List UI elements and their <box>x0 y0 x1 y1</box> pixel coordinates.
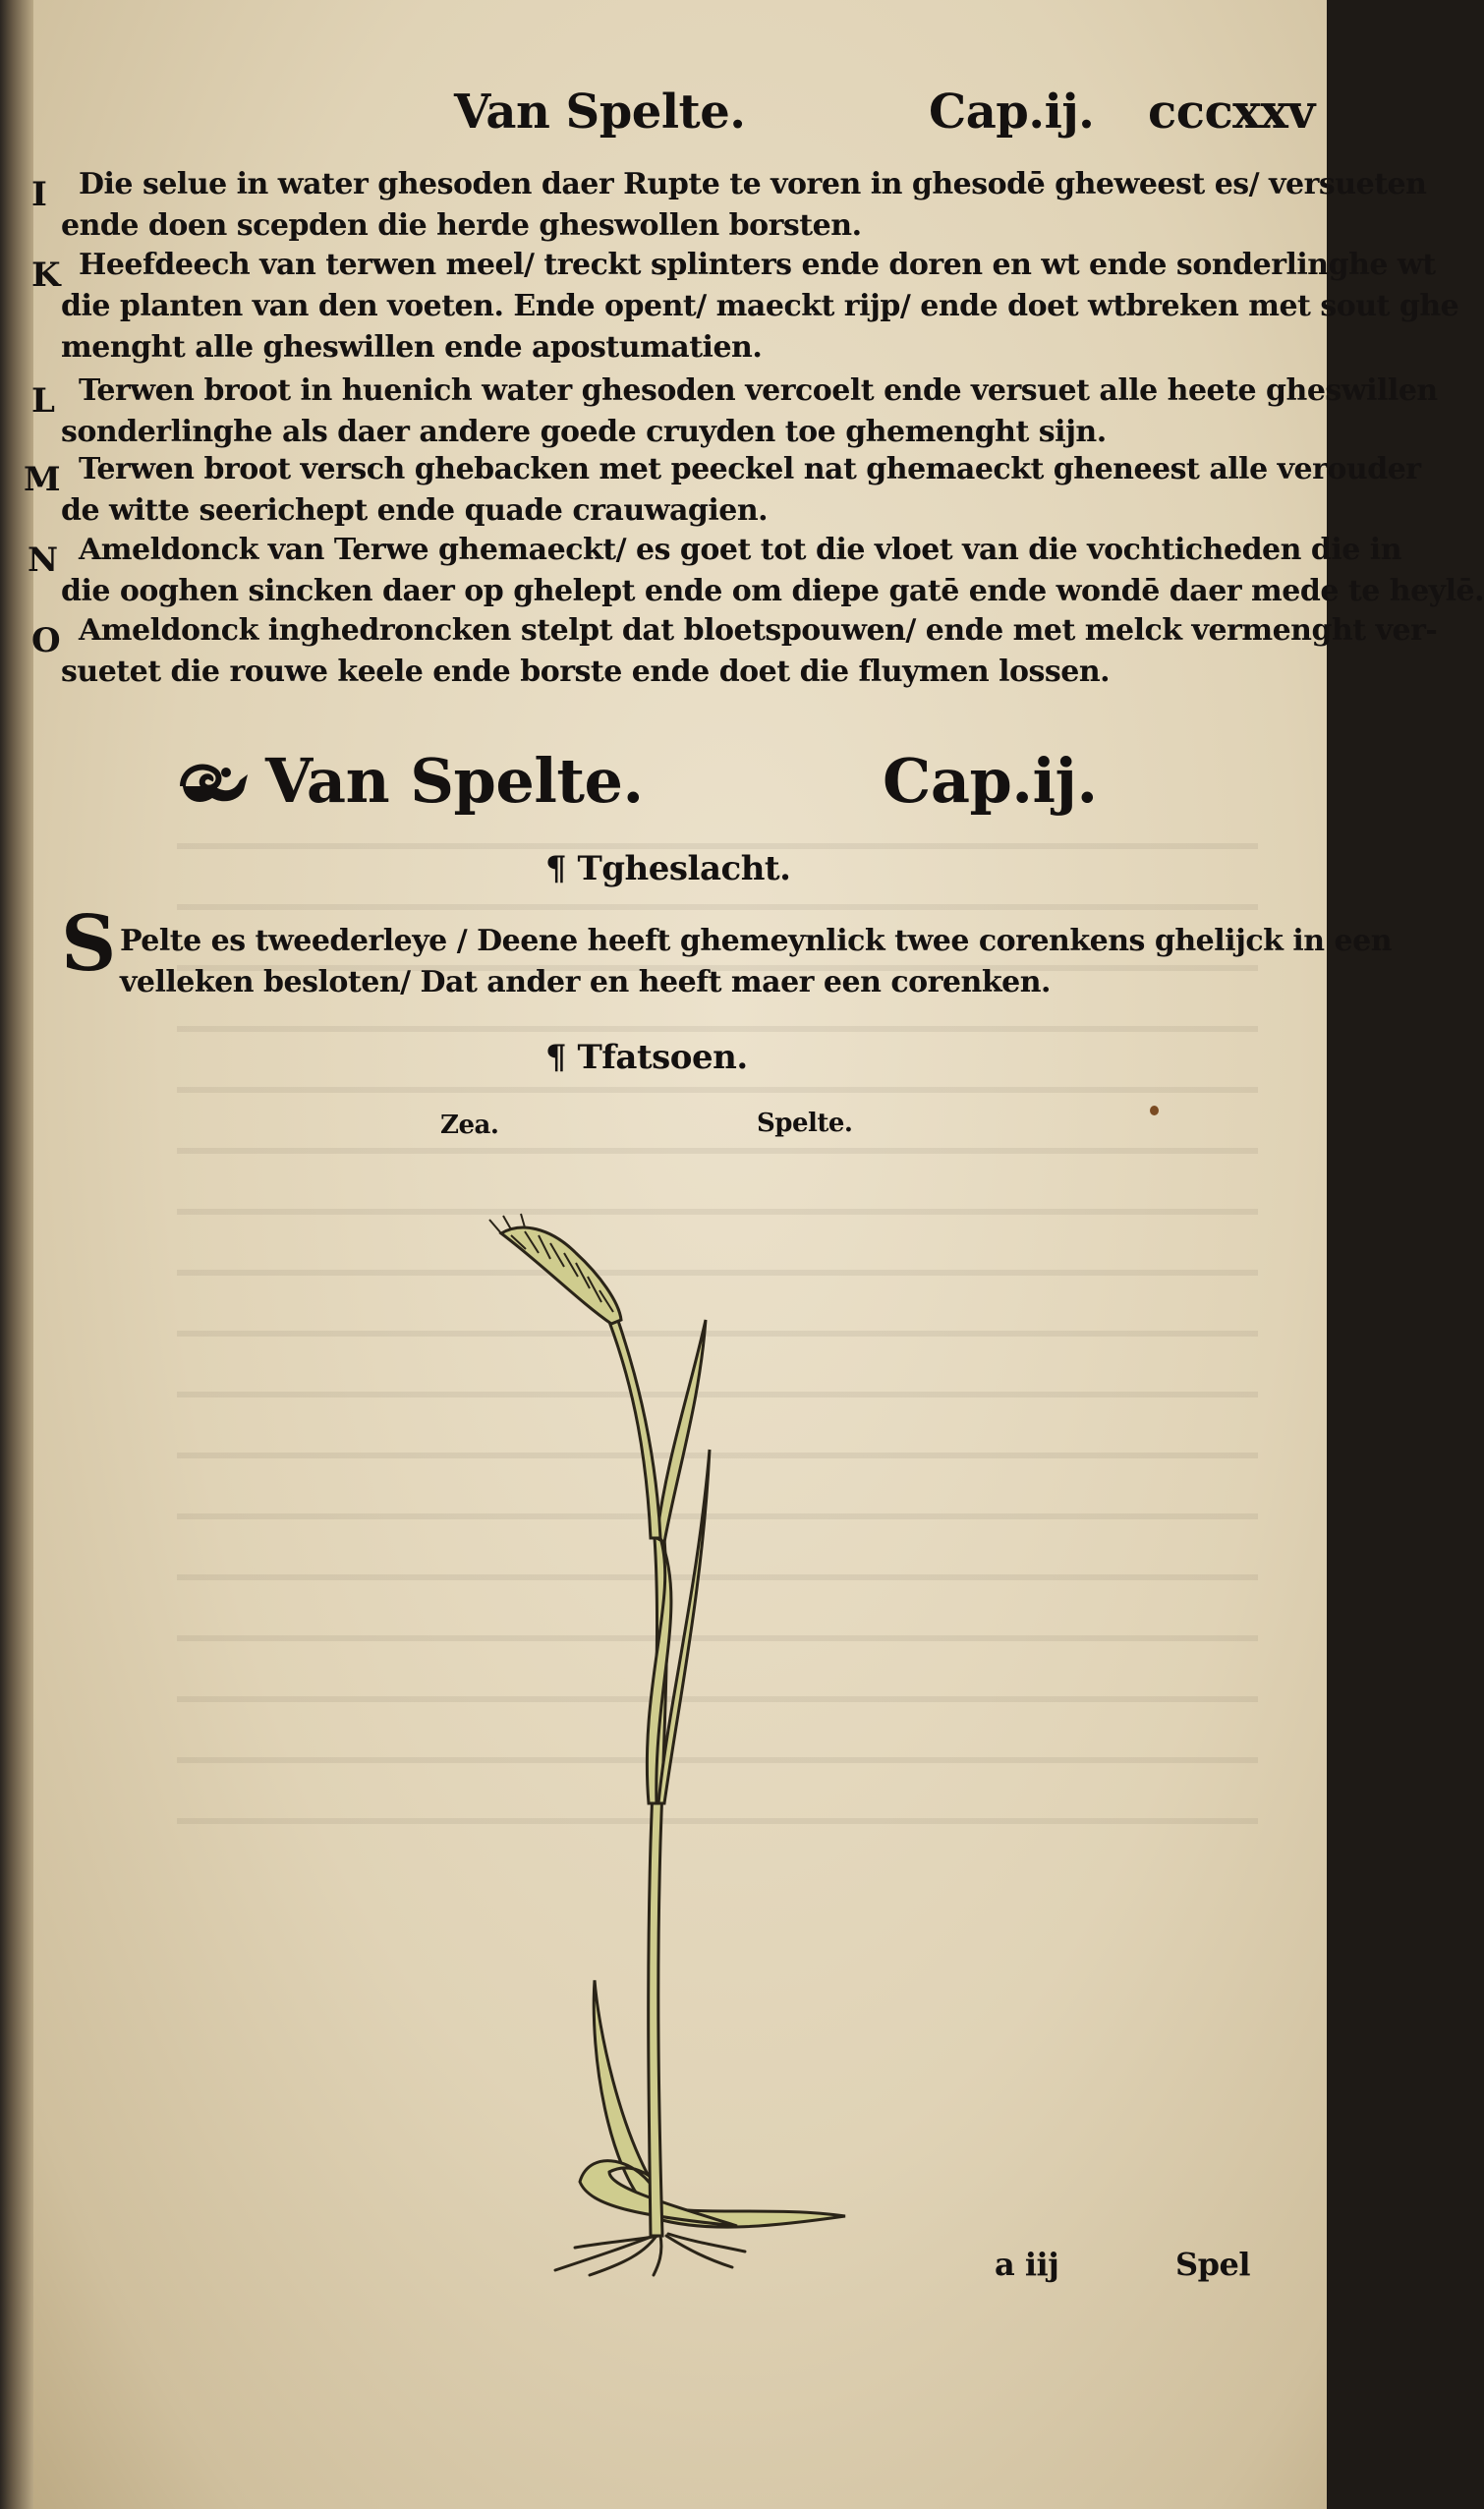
subheading-text: Tgheslacht. <box>577 849 791 888</box>
paper-spot <box>1150 1106 1159 1115</box>
drop-cap-initial: S <box>61 899 116 989</box>
binding-gutter <box>0 0 33 2509</box>
paragraph-marker: O <box>31 621 61 660</box>
section-body-line: Pelte es tweederleye / Deene heeft ghemeynlick twee corenkens ghelijck in een <box>120 924 1393 958</box>
paragraph-line: die planten van den voeten. Ende opent/ maeckt rijp/ ende doet wtbreken met sout ghe <box>61 289 1459 323</box>
paragraph-marker: M <box>24 460 61 499</box>
subheading-text: Tfatsoen. <box>577 1038 748 1077</box>
pilcrow-icon: ¶ <box>545 849 567 888</box>
catchword: Spel <box>1175 2246 1250 2283</box>
running-title: Van Spelte. <box>454 85 746 140</box>
plant-label-latin: Zea. <box>440 1111 499 1140</box>
paragraph-line: ende doen scepden die herde gheswollen borsten. <box>61 208 862 243</box>
fleuron-ornament-icon <box>175 747 254 816</box>
spelt-plant-illustration <box>482 1214 875 2275</box>
signature-mark: a iij <box>995 2246 1059 2283</box>
section-body-line: velleken besloten/ Dat ander en heeft maer een corenken. <box>120 965 1051 999</box>
paragraph-line: suetet die rouwe keele ende borste ende doet die fluymen lossen. <box>61 655 1111 689</box>
paragraph-line: Ameldonck inghedroncken stelpt dat bloetspouwen/ ende met melck vermenght ver- <box>79 613 1438 648</box>
paragraph-marker: K <box>31 256 61 295</box>
paragraph-line: Terwen broot in huenich water ghesoden vercoelt ende versuet alle heete gheswillen <box>79 373 1438 408</box>
plant-label-dutch: Spelte. <box>757 1109 853 1138</box>
section-subheading-2 <box>545 1038 748 1077</box>
header-chapter: Cap.ij. <box>929 85 1095 140</box>
paragraph-line: de witte seerichept ende quade crauwagien. <box>61 493 769 528</box>
paragraph-line: Ameldonck van Terwe ghemaeckt/ es goet tot die vloet van die vochticheden die in <box>79 533 1402 567</box>
paragraph-line: sonderlinghe als daer andere goede cruyden toe ghemenght sijn. <box>61 415 1107 449</box>
paragraph-marker: L <box>31 381 55 421</box>
folio-number: cccxxv <box>1148 85 1315 140</box>
paragraph-line: die ooghen sincken daer op ghelept ende om diepe gatē ende wondē daer mede te heylē. <box>61 574 1484 608</box>
paragraph-marker: I <box>31 175 47 214</box>
paragraph-line: menght alle gheswillen ende apostumatien. <box>61 330 763 365</box>
section-subheading <box>545 849 790 888</box>
section-title: Van Spelte. <box>265 745 644 817</box>
section-chapter: Cap.ij. <box>883 745 1098 817</box>
paragraph-line: Terwen broot versch ghebacken met peeckel nat ghemaeckt gheneest alle verouder <box>79 452 1421 486</box>
pilcrow-icon: ¶ <box>545 1038 567 1077</box>
paragraph-line: Die selue in water ghesoden daer Rupte te voren in ghesodē gheweest es/ versueten <box>79 167 1427 201</box>
paragraph-marker: N <box>28 541 58 580</box>
paragraph-line: Heefdeech van terwen meel/ treckt splinters ende doren en wt ende sonderlinghe wt <box>79 248 1436 282</box>
